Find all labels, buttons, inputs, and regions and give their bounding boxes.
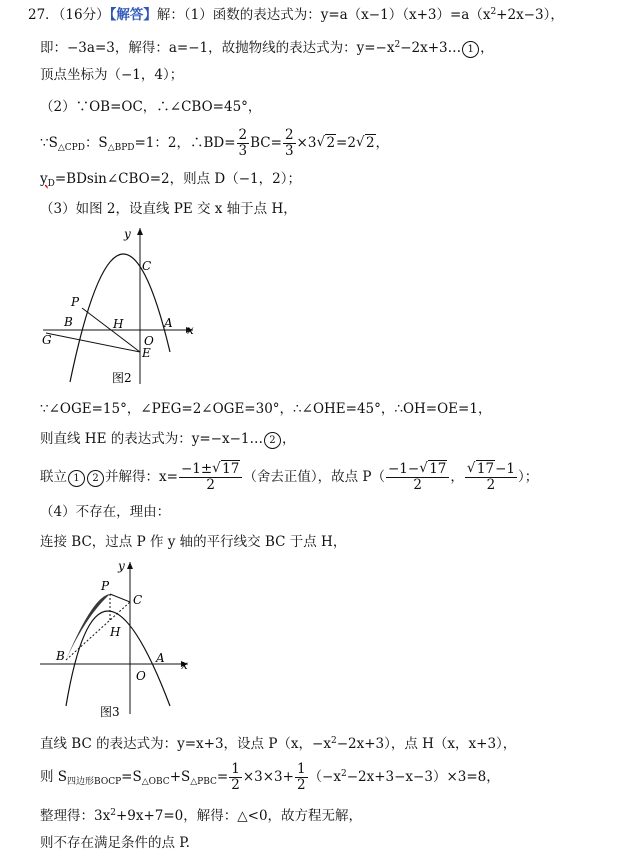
label-C: C [133,593,143,607]
label-B: B [56,649,65,663]
label-G: G [42,333,52,347]
line-14: 则 $S_{四边形BOCP}=S_{\triangle OBC}+S_{\triangle PBC}=$ $\frac{1}{2}$ ×3×3+ $\frac{1}{2}$ $(-x^2-2x+3-x-3)\times 3=8$， [40,761,500,793]
line-4: （2）∵OB=OC，∴∠CBO=45°， [40,99,262,115]
figure-2 [38,222,208,392]
line-2: 即：−3a=3，解得：a=−1，故抛物线的表达式为：$y=-x^2-2x+3\dots$ 1 ， [40,40,494,56]
line-15: 整理得：$3x^2+9x+7=0$，解得：△<0，故方程无解， [40,808,363,824]
figure-caption: 图2 [112,371,132,385]
line-1: 27．（16分）【解答】解：（1）函数的表达式为：$y=a(x-1)(x+3)=a(x^2+2x-3)$， [28,7,564,23]
figure-caption: 图3 [100,705,120,719]
line-13: 直线 BC 的表达式为：y=x+3，设点 P（x，$-x^2-2x+3$），点 H（x，x+3）， [40,736,517,752]
sqrt: √ 2 [356,134,376,152]
line-6: $y_D=BDsin\angle CBO=2$，则点 D（−1，2）； [40,171,301,189]
label-O: O [144,334,154,348]
label-C: C [142,259,152,273]
label-E: E [142,346,151,360]
circled-number-1: 1 [462,41,479,58]
label-H: H [110,625,121,639]
label-P: P [71,295,80,309]
line-11: （4）不存在，理由： [40,504,171,520]
fraction: $\frac{-1-√ 17}{2}$ [386,462,449,493]
label-B: B [64,315,73,329]
label-H: H [113,317,124,331]
label-P: P [101,579,110,593]
fraction: √ $\frac{17-1}{2}$ [465,462,517,493]
line-3: 顶点坐标为（−1，4）； [40,67,184,83]
label-y: y [118,559,125,573]
line-5: $\because S_{\triangle CPD}$：$S_{\triangle BPD}=1$：2，∴BD= $\frac{2}{3}$ BC= $\frac{2}{3}$ ×3√ 2=2√ 2， [40,128,389,159]
answer-tag: 【解答】 [109,7,157,23]
line-8: ∵∠OGE=15°，∠PEG=2∠OGE=30°，∴∠OHE=45°，∴OH=OE=1， [40,401,492,417]
label-O: O [136,669,146,683]
line-9: 则直线 HE 的表达式为：y=−x−1… 2 ， [40,431,296,447]
line-10: 联立 1 2 并解得：x= $\frac{-1\pm√ 17}{2}$ （舍去正值），故点 P（ $\frac{-1-√ 17}{2}$ ， √ $\frac{17-1}{2}$ ）； [40,462,538,493]
sqrt: √ 2 [316,134,336,152]
label-x: x [181,658,188,672]
fraction: $\frac{1}{2}$ [296,761,306,793]
question-number: 27．（16分） [28,7,110,23]
figure-3 [38,556,198,726]
line-7: （3）如图 2，设直线 PE 交 x 轴于点 H， [40,201,297,217]
label-x: x [187,323,194,337]
label-A: A [164,316,173,330]
circled-number-2: 2 [264,432,281,449]
line-12: 连接 BC，过点 P 作 y 轴的平行线交 BC 于点 H， [40,534,347,550]
label-y: y [124,227,131,241]
fraction: $\frac{1}{2}$ [231,761,240,793]
line-16: 则不存在满足条件的点 P. [40,835,190,851]
label-A: A [156,651,165,665]
fraction: $\frac{2}{3}$ [238,127,248,159]
fraction: $\frac{-1\pm√ 17}{2}$ [179,462,242,493]
fraction: $\frac{2}{3}$ [284,127,294,159]
